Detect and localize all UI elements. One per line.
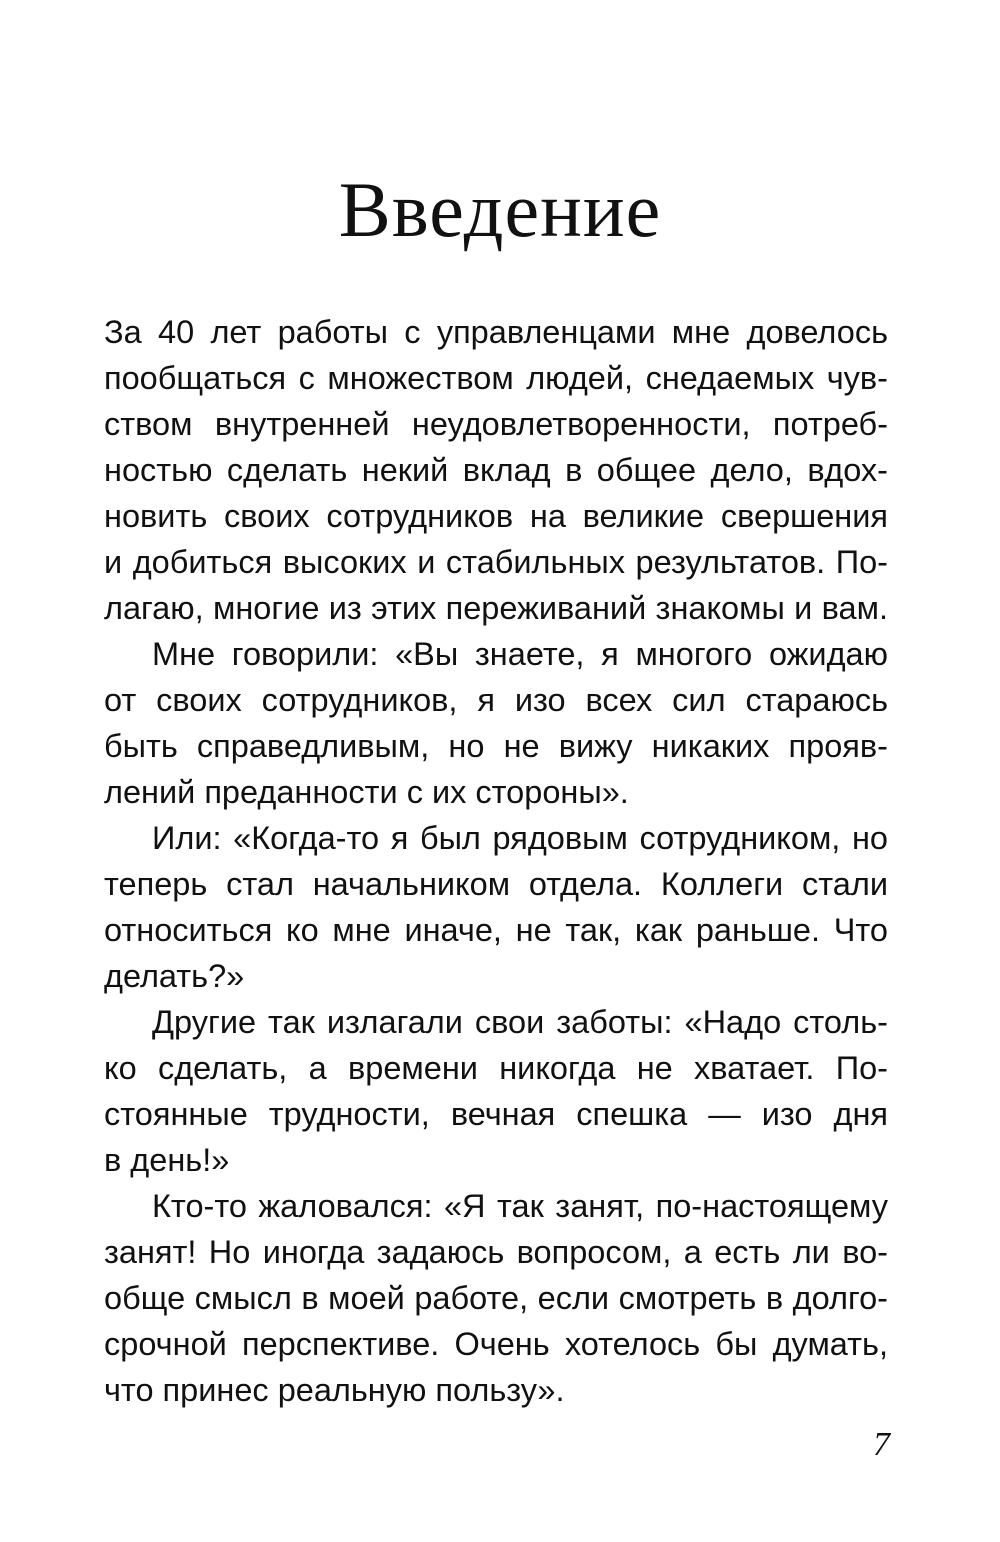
paragraph-4: [104, 999, 888, 1183]
text-line: срочной перспективе. Очень хотелось бы думать,: [104, 1326, 888, 1362]
text-line: Кто-то жаловался: «Я так занят, по-настоящему: [152, 1188, 888, 1224]
text-line: что принес реальную пользу».: [104, 1372, 565, 1408]
chapter-title: Введение: [338, 166, 662, 253]
page-number: 7: [873, 1426, 890, 1463]
text-line: Мне говорили: «Вы знаете, я многого ожидаю: [152, 636, 888, 672]
text-line: ством внутренней неудовлетворенности, потреб-: [104, 406, 888, 442]
body-text: [104, 309, 888, 1413]
text-line: новить своих сотрудников на великие свершения: [104, 498, 888, 534]
text-line: относиться ко мне иначе, не так, как раньше. Что: [104, 912, 888, 948]
text-line: Другие так излагали свои заботы: «Надо столь-: [152, 1004, 888, 1040]
text-line: быть справедливым, но не вижу никаких прояв-: [104, 728, 888, 764]
text-line: обще смысл в моей работе, если смотреть в долго-: [104, 1280, 888, 1316]
text-line: ко сделать, а времени никогда не хватает. По-: [104, 1050, 888, 1086]
text-line: лагаю, многие из этих переживаний знакомы и вам.: [104, 590, 888, 626]
text-line: занят! Но иногда задаюсь вопросом, а есть ли во-: [104, 1234, 888, 1270]
text-line: и добиться высоких и стабильных результатов. По-: [104, 544, 888, 580]
text-line: ностью сделать некий вклад в общее дело, вдох-: [104, 452, 888, 488]
text-line: теперь стал начальником отдела. Коллеги стали: [104, 866, 888, 902]
paragraph-1: [104, 309, 888, 631]
text-line: лений преданности с их стороны».: [104, 774, 629, 810]
text-line: делать?»: [104, 958, 245, 994]
text-line: стоянные трудности, вечная спешка — изо дня: [104, 1096, 888, 1132]
text-line: в день!»: [104, 1142, 230, 1178]
paragraph-5: [104, 1183, 888, 1413]
text-line: пообщаться с множеством людей, снедаемых чув-: [104, 360, 888, 396]
text-line: от своих сотрудников, я изо всех сил стараюсь: [104, 682, 888, 718]
text-line: За 40 лет работы с управленцами мне довелось: [104, 314, 888, 350]
text-line: Или: «Когда-то я был рядовым сотрудником, но: [152, 820, 888, 856]
paragraph-2: [104, 631, 888, 815]
paragraph-3: [104, 815, 888, 999]
